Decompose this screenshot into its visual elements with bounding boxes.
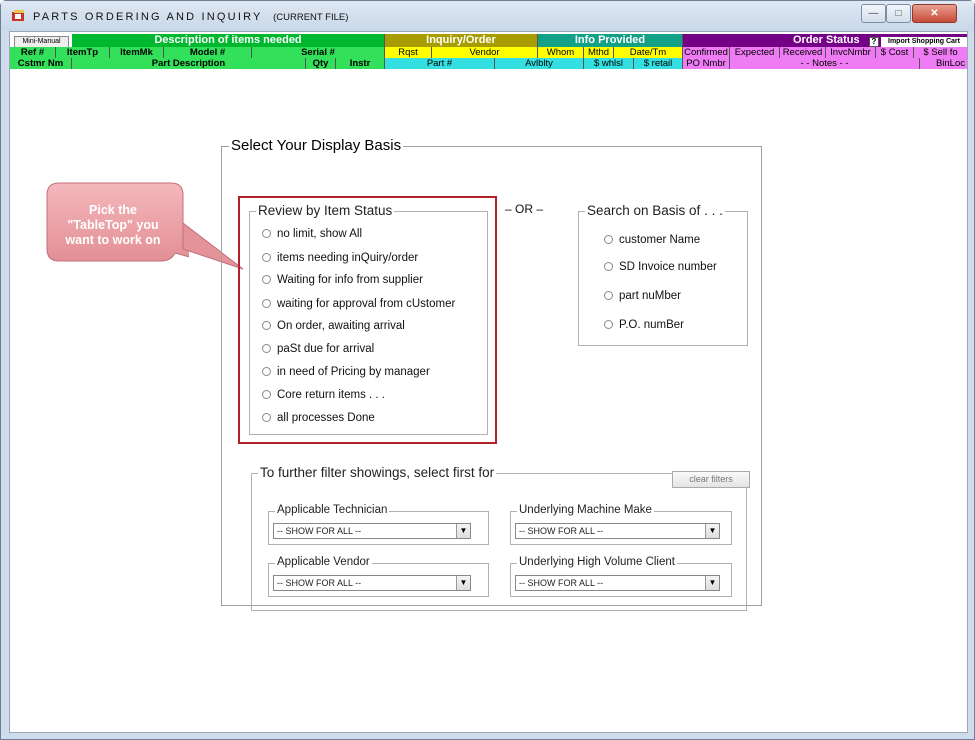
callout-text: Pick the "TableTop" you want to work on (65, 203, 161, 247)
import-cart-button[interactable]: Import Shopping Cart (881, 37, 967, 47)
filter-group (251, 465, 747, 611)
mini-manual-button[interactable]: Mini-Manual (14, 36, 69, 48)
technician-group: Applicable Technician -- SHOW FOR ALL -- ▼ (268, 511, 489, 545)
radio-po-number[interactable]: P.O. numBer (604, 319, 684, 331)
section-inquiry: Inquiry/Order (385, 34, 538, 47)
machine-group: Underlying Machine Make -- SHOW FOR ALL -- ▼ (510, 511, 732, 545)
radio-circle[interactable] (604, 320, 613, 329)
machine-select[interactable]: -- SHOW FOR ALL -- ▼ (515, 523, 720, 539)
radio-part-number[interactable]: part nuMber (604, 290, 681, 302)
radio-past-due[interactable]: paSt due for arrival (262, 343, 374, 355)
radio-core-return[interactable]: Core return items . . . (262, 389, 385, 401)
client-select[interactable]: -- SHOW FOR ALL -- ▼ (515, 575, 720, 591)
vendor-select[interactable]: -- SHOW FOR ALL -- ▼ (273, 575, 471, 591)
filter-group-title: To further filter showings, select first for (260, 465, 495, 480)
radio-circle[interactable] (604, 262, 613, 271)
title-bar[interactable] (1, 1, 974, 31)
radio-all-done[interactable]: all processes Done (262, 412, 375, 424)
technician-select[interactable]: -- SHOW FOR ALL -- ▼ (273, 523, 471, 539)
radio-waiting-customer[interactable]: waiting for approval from cUstomer (262, 298, 455, 310)
radio-circle[interactable] (604, 235, 613, 244)
radio-no-limit[interactable]: no limit, show All (262, 228, 362, 240)
app-icon (11, 9, 27, 23)
or-separator: – OR – (505, 202, 544, 216)
review-group-title: Review by Item Status (258, 203, 393, 218)
radio-customer-name[interactable]: customer Name (604, 234, 700, 246)
radio-on-order[interactable]: On order, awaiting arrival (262, 320, 405, 332)
chevron-down-icon[interactable]: ▼ (705, 524, 719, 538)
chevron-down-icon[interactable]: ▼ (456, 576, 470, 590)
client-group: Underlying High Volume Client -- SHOW FOR ALL -- ▼ (510, 563, 732, 597)
close-button[interactable]: ✕ (912, 4, 957, 23)
section-description: Description of items needed (72, 34, 385, 47)
chevron-down-icon[interactable]: ▼ (705, 576, 719, 590)
header-row-details: Cstmr Nm Part Description Qty Instr Part # Avlblty $ whlsl $ retail PO Nmbr - - Notes - - BinLoc (10, 58, 967, 69)
vendor-group: Applicable Vendor -- SHOW FOR ALL -- ▼ (268, 563, 489, 597)
radio-invoice-number[interactable]: SD Invoice number (604, 261, 717, 273)
section-order-status: Order Status (683, 34, 967, 47)
radio-circle[interactable] (604, 291, 613, 300)
radio-inquiry[interactable]: items needing inQuiry/order (262, 252, 418, 264)
maximize-button[interactable]: □ (886, 4, 911, 23)
panel-title: Select Your Display Basis (231, 137, 402, 154)
minimize-button[interactable]: — (861, 4, 886, 23)
chevron-down-icon[interactable]: ▼ (456, 524, 470, 538)
header-row-fields: Ref # ItemTp ItemMk Model # Serial # Rqst Vendor Whom Mthd Date/Tm Confirmed Expected Received InvcNmbr $ Cost $ Sell fo (10, 47, 967, 58)
search-group-title: Search on Basis of . . . (587, 203, 723, 218)
radio-pricing[interactable]: in need of Pricing by manager (262, 366, 430, 378)
search-group (578, 203, 748, 346)
clear-filters-button[interactable]: clear filters (672, 471, 750, 488)
window-title: PARTS ORDERING AND INQUIRY (CURRENT FILE) (33, 11, 349, 23)
header-row-sections (10, 34, 967, 47)
review-highlight-box (238, 196, 497, 444)
radio-waiting-supplier[interactable]: Waiting for info from supplier (262, 274, 423, 286)
section-info: Info Provided (538, 34, 683, 47)
help-button[interactable]: ? (869, 37, 879, 47)
